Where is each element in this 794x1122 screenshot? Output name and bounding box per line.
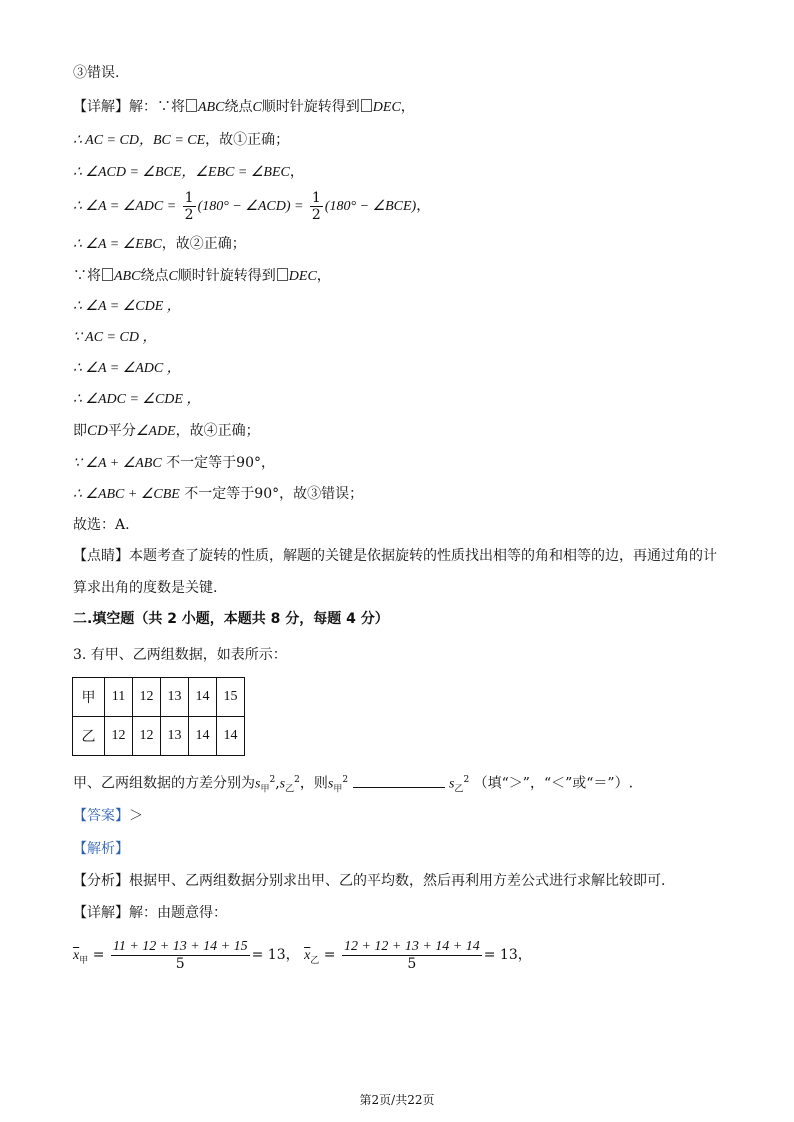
line-text: 甲、乙两组数据的方差分别为 xyxy=(73,775,255,792)
math-text: DEC xyxy=(372,100,401,115)
subscript: 乙 xyxy=(454,784,464,795)
math-text: = 13， xyxy=(251,947,300,963)
line-text: 绕点 xyxy=(140,268,169,284)
table-cell: 12 xyxy=(133,678,161,717)
mean-symbol: $\overline{x}$ xyxy=(304,948,311,963)
section-heading: 二.填空题（共 2 小题，本题共 8 分，每题 4 分） xyxy=(73,611,389,627)
line-text: ， xyxy=(289,164,304,180)
table-row xyxy=(73,717,245,756)
line-text: ，故④正确； xyxy=(175,423,260,439)
line-text: ， xyxy=(400,99,415,115)
table-cell: 13 xyxy=(161,717,189,756)
line-text: ，故②正确； xyxy=(161,236,246,252)
math-text: DEC xyxy=(288,269,317,284)
math-text: ABC xyxy=(114,269,141,284)
fraction-numerator: 12 + 12 + 13 + 14 + 14 xyxy=(343,938,480,954)
line-text: ， xyxy=(260,455,275,471)
line-text: 解：∵将 xyxy=(129,99,185,115)
text-line xyxy=(73,454,275,473)
line-text: 根据甲、乙两组数据分别求出甲、乙的平均数，然后再利用方差公式进行求解比较即可. xyxy=(129,873,666,889)
analysis-label: 【解析】 xyxy=(73,841,129,857)
math-text: s xyxy=(327,776,334,792)
math-line: ∴ ∠A = ∠ADC ， xyxy=(73,361,181,376)
math-text: ∵ ∠A + ∠ABC xyxy=(73,456,162,471)
mean-formula-line xyxy=(73,935,532,981)
detail-label: 【详解】 xyxy=(73,905,129,921)
math-line: ∴ ∠ADC = ∠CDE ， xyxy=(73,392,201,407)
fenxi-line xyxy=(73,872,665,890)
text-line xyxy=(73,422,260,441)
fraction-denominator: 2 xyxy=(184,206,194,223)
text-line: 故选：A. xyxy=(73,517,130,533)
table-cell: 乙 xyxy=(73,717,105,756)
math-text: ∴ ∠A = ∠EBC xyxy=(73,237,162,252)
math-text: 90° xyxy=(236,455,261,471)
data-table xyxy=(72,677,245,756)
math-text: s xyxy=(448,776,455,792)
line-text: ，故③错误； xyxy=(279,486,364,502)
subscript: 乙 xyxy=(285,784,295,795)
math-line: ∵ AC = CD ， xyxy=(73,330,157,345)
math-text: = xyxy=(323,947,336,963)
line-text: ，则 xyxy=(299,775,328,792)
math-text: = xyxy=(92,947,105,963)
answer-line xyxy=(73,807,143,825)
text-line: 算求出角的度数是关键. xyxy=(73,580,218,596)
table-cell: 14 xyxy=(217,717,245,756)
subscript: 甲 xyxy=(333,784,343,795)
math-text: C xyxy=(252,100,262,115)
fraction-denominator: 5 xyxy=(407,955,417,972)
note-label: 【点睛】 xyxy=(73,548,129,564)
math-text: s xyxy=(255,776,261,792)
math-line xyxy=(73,188,430,225)
mean-symbol: $\overline{x}$ xyxy=(73,948,80,963)
math-text: ∴ ∠A = ∠ADC = xyxy=(73,199,177,214)
triangle-symbol-icon xyxy=(361,99,372,112)
line-text: 平分 xyxy=(107,423,136,439)
math-line xyxy=(73,235,246,254)
table-cell: 14 xyxy=(189,717,217,756)
table-cell: 13 xyxy=(161,678,189,717)
fraction xyxy=(183,190,196,223)
text-line xyxy=(73,485,363,504)
superscript: 2 xyxy=(342,775,349,785)
math-text: ∴ ∠ABC + ∠CBE xyxy=(73,487,180,502)
table-cell: 甲 xyxy=(73,678,105,717)
line-text: 顺时针旋转得到 xyxy=(261,99,360,115)
math-line xyxy=(73,163,304,182)
line-text: 绕点 xyxy=(224,99,253,115)
math-text: C xyxy=(168,269,178,284)
math-text: (180° − ∠ACD) = xyxy=(197,199,304,214)
table-cell: 12 xyxy=(133,717,161,756)
table-cell: 11 xyxy=(105,678,133,717)
math-text: ∠ADE xyxy=(135,424,176,439)
math-text: CD xyxy=(87,423,108,439)
line-text: 不一定等于 xyxy=(184,486,255,502)
table-row xyxy=(73,678,245,717)
line-text: ， xyxy=(416,198,431,214)
triangle-symbol-icon xyxy=(102,268,113,281)
math-text: ABC xyxy=(198,100,225,115)
math-text: , xyxy=(275,775,280,792)
text-line xyxy=(73,267,331,286)
line-text: 解：由题意得： xyxy=(129,905,227,921)
line-text: 即 xyxy=(73,423,87,439)
text-line xyxy=(73,64,119,82)
fraction-numerator: 1 xyxy=(311,189,321,206)
superscript: 2 xyxy=(294,775,300,785)
fenxi-label: 【分析】 xyxy=(73,873,129,889)
table-cell: 14 xyxy=(189,678,217,717)
math-text: s xyxy=(279,776,286,792)
question-title: 3. 有甲、乙两组数据，如表所示： xyxy=(73,647,287,663)
line-text: 顺时针旋转得到 xyxy=(177,268,276,284)
superscript: 2 xyxy=(269,775,276,785)
subscript: 甲 xyxy=(79,955,89,966)
fraction xyxy=(342,939,482,972)
line-text: （填“＞”，“＜”或“＝”）. xyxy=(473,775,634,792)
line-text: 不一定等于 xyxy=(166,455,237,471)
table-cell: 15 xyxy=(217,678,245,717)
answer-value: ＞ xyxy=(129,808,143,824)
line-text: ∵将 xyxy=(73,268,101,284)
answer-label: 【答案】 xyxy=(73,808,129,824)
subscript: 甲 xyxy=(260,784,270,795)
fraction-denominator: 2 xyxy=(311,206,321,223)
subscript: 乙 xyxy=(310,955,320,966)
fraction xyxy=(111,939,250,972)
math-line xyxy=(73,131,289,150)
fraction-numerator: 1 xyxy=(184,189,194,206)
answer-blank xyxy=(353,775,445,788)
triangle-symbol-icon xyxy=(277,268,288,281)
math-text: = 13， xyxy=(483,947,532,963)
question-text xyxy=(73,771,633,798)
math-text: ∴ ∠ACD = ∠BCE，∠EBC = ∠BEC xyxy=(73,165,290,180)
math-line: ∴ ∠A = ∠CDE ， xyxy=(73,299,181,314)
detail-intro-line xyxy=(73,98,415,117)
fraction-numerator: 11 + 12 + 13 + 14 + 15 xyxy=(112,938,248,954)
fraction-denominator: 5 xyxy=(175,955,185,972)
page-footer: 第2页/共22页 xyxy=(359,1093,435,1107)
math-text: (180° − ∠BCE) xyxy=(324,199,417,214)
line-text: 本题考查了旋转的性质，解题的关键是依据旋转的性质找出相等的角和相等的边，再通过角的计 xyxy=(129,548,717,564)
math-text: ∴ AC = CD，BC = CE xyxy=(73,133,206,148)
line-text: ，故①正确； xyxy=(205,132,290,148)
line-text: ， xyxy=(316,268,331,284)
triangle-symbol-icon xyxy=(186,99,197,112)
line-text: ③错误. xyxy=(73,65,120,81)
math-text: 90° xyxy=(254,486,280,502)
detail-label: 【详解】 xyxy=(73,99,129,115)
detail-line xyxy=(73,904,227,922)
fraction xyxy=(310,190,323,223)
table-cell: 12 xyxy=(105,717,133,756)
superscript: 2 xyxy=(463,775,470,785)
note-line xyxy=(73,547,717,565)
